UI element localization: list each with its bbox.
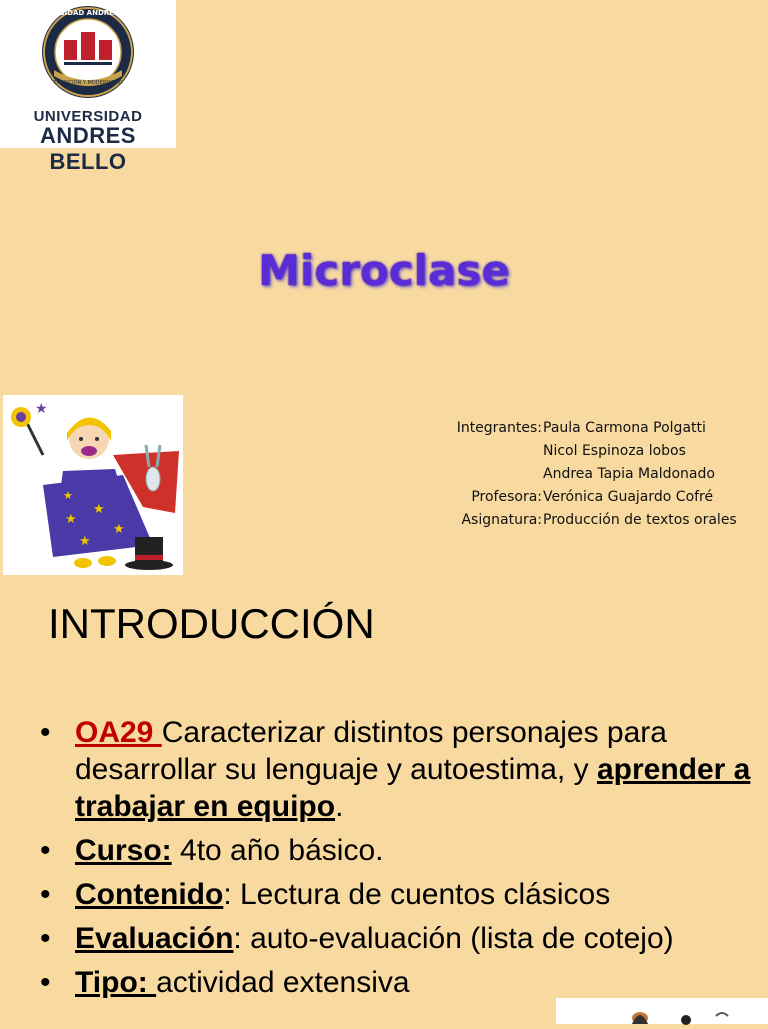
- svg-text:★: ★: [65, 511, 77, 526]
- credit-row: [440, 509, 768, 532]
- bullet-list: [40, 714, 760, 1008]
- bullet-keyword: OA29: [75, 716, 162, 749]
- bullet-icon: •: [40, 966, 51, 999]
- bullet-keyword: Contenido: [75, 878, 224, 911]
- university-seal-icon: [29, 2, 147, 106]
- credit-value: Verónica Guajardo Cofré: [543, 489, 714, 505]
- bullet-item: [40, 920, 760, 957]
- credit-label: Profesora:: [471, 489, 542, 505]
- bullet-tail: .: [335, 790, 344, 823]
- bullet-keyword: Curso:: [75, 834, 172, 867]
- bullet-text: : Lectura de cuentos clásicos: [223, 878, 611, 911]
- logo-line-2: ANDRES BELLO: [40, 123, 136, 174]
- credit-value: Producción de textos orales: [543, 512, 737, 528]
- bullet-icon: •: [40, 716, 51, 749]
- bullet-item: [40, 876, 760, 913]
- credits-block: [440, 417, 768, 532]
- svg-text:★: ★: [93, 501, 105, 516]
- credit-row: [440, 440, 768, 463]
- bullet-item: [40, 832, 760, 869]
- credit-row: [440, 417, 768, 440]
- credit-row: [440, 463, 768, 486]
- logo-line-1: UNIVERSIDAD: [33, 108, 143, 125]
- bullet-icon: •: [40, 878, 51, 911]
- bullet-icon: •: [40, 922, 51, 955]
- cartoon-image: [556, 998, 768, 1024]
- svg-text:★: ★: [63, 490, 73, 502]
- svg-text:★: ★: [35, 400, 48, 416]
- svg-text:★: ★: [79, 533, 91, 548]
- svg-text:★: ★: [113, 521, 125, 536]
- bullet-text: 4to año básico.: [171, 834, 384, 867]
- bullet-item: [40, 964, 760, 1001]
- credit-row: [440, 486, 768, 509]
- bullet-emphasis: aprender a trabajar en equipo: [75, 753, 751, 823]
- credit-label: Asignatura:: [461, 512, 542, 528]
- page-title: Microclase: [258, 246, 510, 295]
- bullet-keyword: Evaluación: [75, 922, 234, 955]
- bullet-text: : auto-evaluación (lista de cotejo): [233, 922, 674, 955]
- credit-value: Nicol Espinoza lobos: [543, 443, 686, 459]
- bullet-text: actividad extensiva: [156, 966, 410, 999]
- credit-value: Paula Carmona Polgatti: [543, 420, 706, 436]
- bullet-icon: •: [40, 834, 51, 867]
- seal-text-top: UNIVERSIDAD ANDRES BELLO: [29, 9, 147, 17]
- seal-text-bottom: TRADICIÓN Y MODERNIDAD: [53, 80, 123, 86]
- wizard-girl-illustration: [3, 395, 183, 575]
- credit-value: Andrea Tapia Maldonado: [543, 466, 715, 482]
- bullet-text: Caracterizar distintos personajes para desarrollar su lenguaje y autoestima, y: [75, 716, 667, 786]
- credit-label: Integrantes:: [456, 420, 542, 436]
- university-logo: [0, 0, 176, 174]
- bullet-item: [40, 714, 760, 825]
- intro-heading: INTRODUCCIÓN: [48, 600, 375, 647]
- bullet-keyword: Tipo:: [75, 966, 157, 999]
